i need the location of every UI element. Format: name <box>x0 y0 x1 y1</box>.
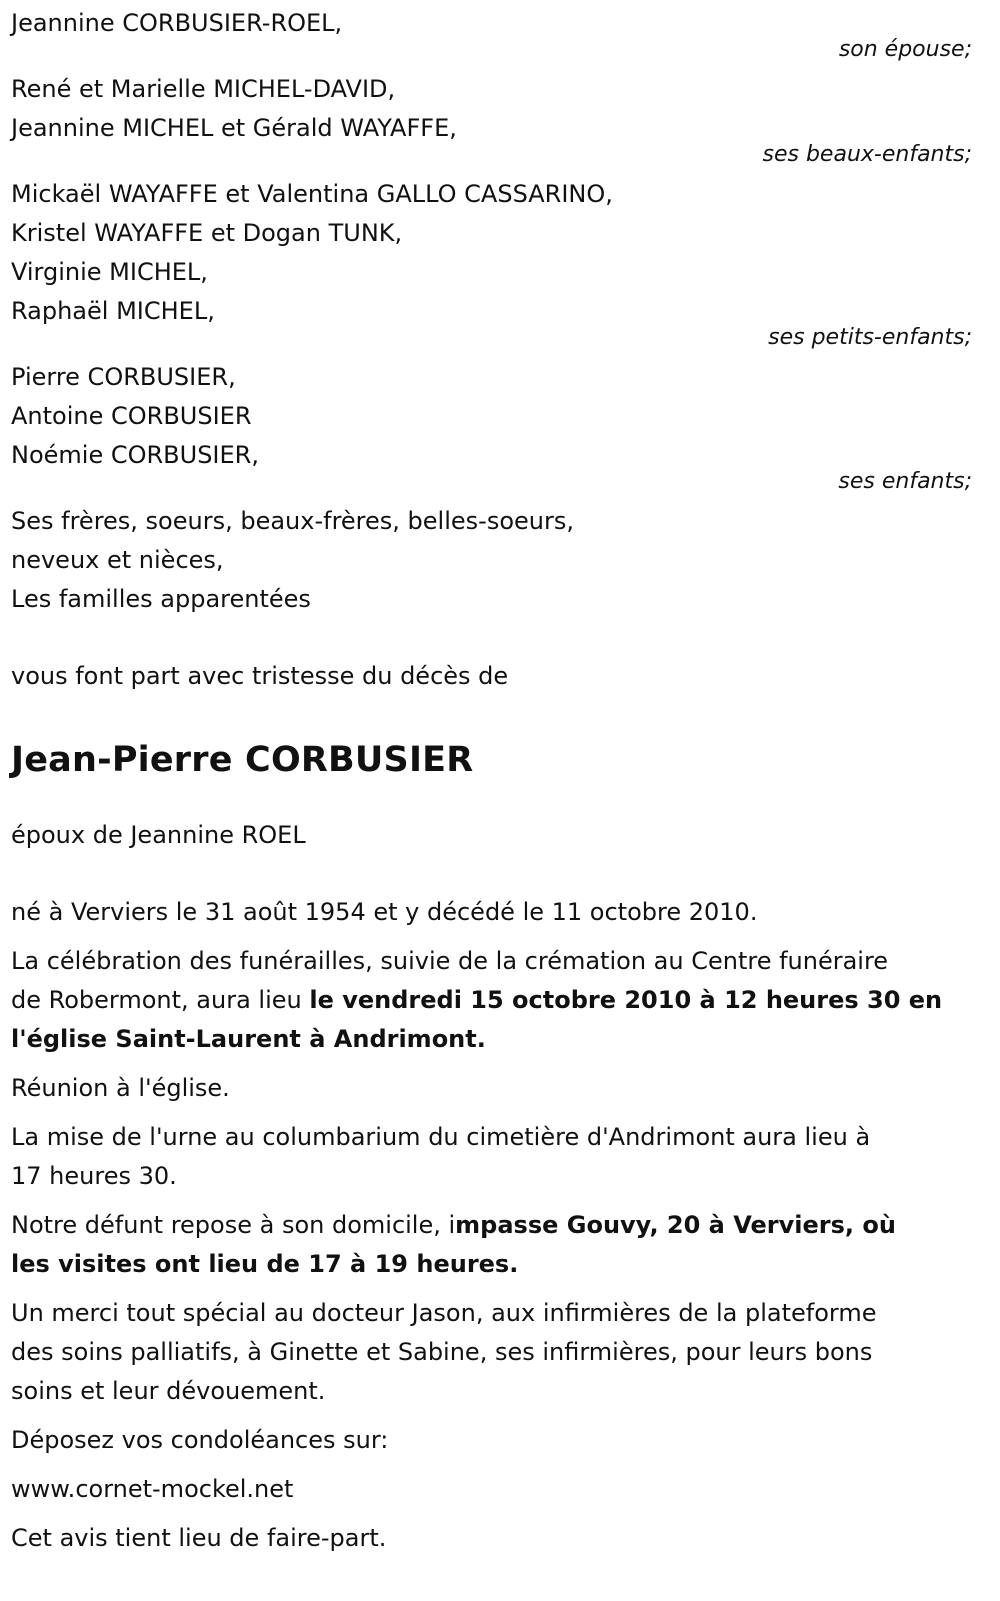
children-block <box>11 358 972 499</box>
relatives-line: neveux et nièces, <box>11 546 224 574</box>
spouse-name: Jeannine CORBUSIER-ROEL, <box>11 9 343 37</box>
funeral-paragraph <box>11 942 972 1059</box>
grandchild-name: Raphaël MICHEL, <box>11 297 215 325</box>
relatives-block <box>11 502 972 619</box>
grandchildren-role: ses petits-enfants; <box>768 325 972 350</box>
spouse-block <box>11 4 972 67</box>
thanks-paragraph <box>11 1294 972 1411</box>
children-role: ses enfants; <box>838 469 972 494</box>
grandchildren-block <box>11 175 972 355</box>
funeral-line <box>11 1020 972 1059</box>
thanks-line: Un merci tout spécial au docteur Jason, aux infirmières de la plateforme <box>11 1299 877 1327</box>
thanks-line: des soins palliatifs, à Ginette et Sabine, ses infirmières, pour leurs bons <box>11 1338 873 1366</box>
step-child-name: René et Marielle MICHEL-DAVID, <box>11 75 396 103</box>
spouse-role: son épouse; <box>838 37 972 62</box>
urn-paragraph <box>11 1118 972 1196</box>
birth-death-text: né à Verviers le 31 août 1954 et y décédé le 11 octobre 2010. <box>11 898 758 926</box>
funeral-date-bold: le vendredi 15 octobre 2010 à 12 heures 30 en <box>309 986 943 1014</box>
relatives-line: Les familles apparentées <box>11 585 311 613</box>
repose-paragraph <box>11 1206 972 1284</box>
funeral-line: La célébration des funérailles, suivie de la crémation au Centre funéraire <box>11 947 889 975</box>
repose-line <box>11 1206 972 1245</box>
step-children-role: ses beaux-enfants; <box>762 142 972 167</box>
repose-address-bold: mpasse Gouvy, 20 à Verviers, où <box>455 1211 896 1239</box>
repose-visits-bold: les visites ont lieu de 17 à 19 heures. <box>11 1250 519 1278</box>
meeting-text: Réunion à l'église. <box>11 1074 230 1102</box>
repose-line <box>11 1245 972 1284</box>
child-name: Noémie CORBUSIER, <box>11 441 259 469</box>
grandchild-name: Kristel WAYAFFE et Dogan TUNK, <box>11 219 403 247</box>
urn-line: 17 heures 30. <box>11 1162 177 1190</box>
death-notice <box>0 4 1000 1601</box>
child-name: Antoine CORBUSIER <box>11 402 252 430</box>
relatives-line: Ses frères, soeurs, beaux-frères, belles-soeurs, <box>11 507 574 535</box>
urn-line: La mise de l'urne au columbarium du cimetière d'Andrimont aura lieu à <box>11 1123 871 1151</box>
child-name: Pierre CORBUSIER, <box>11 363 236 391</box>
condolences-label: Déposez vos condoléances sur: <box>11 1426 389 1454</box>
step-children-block <box>11 70 972 172</box>
funeral-line <box>11 981 972 1020</box>
grandchild-name: Virginie MICHEL, <box>11 258 208 286</box>
funeral-place-bold: l'église Saint-Laurent à Andrimont. <box>11 1025 486 1053</box>
step-child-name: Jeannine MICHEL et Gérald WAYAFFE, <box>11 114 457 142</box>
grandchild-name: Mickaël WAYAFFE et Valentina GALLO CASSARINO, <box>11 180 613 208</box>
website-link[interactable]: www.cornet-mockel.net <box>11 1475 294 1503</box>
closing-text: Cet avis tient lieu de faire-part. <box>11 1524 387 1552</box>
funeral-plain: de Robermont, aura lieu <box>11 986 310 1014</box>
thanks-line: soins et leur dévouement. <box>11 1377 326 1405</box>
repose-plain: Notre défunt repose à son domicile, i <box>11 1211 456 1239</box>
spouse-of-text: époux de Jeannine ROEL <box>11 821 306 849</box>
deceased-name: Jean-Pierre CORBUSIER <box>11 740 474 780</box>
announcement-text: vous font part avec tristesse du décès de <box>11 662 509 690</box>
